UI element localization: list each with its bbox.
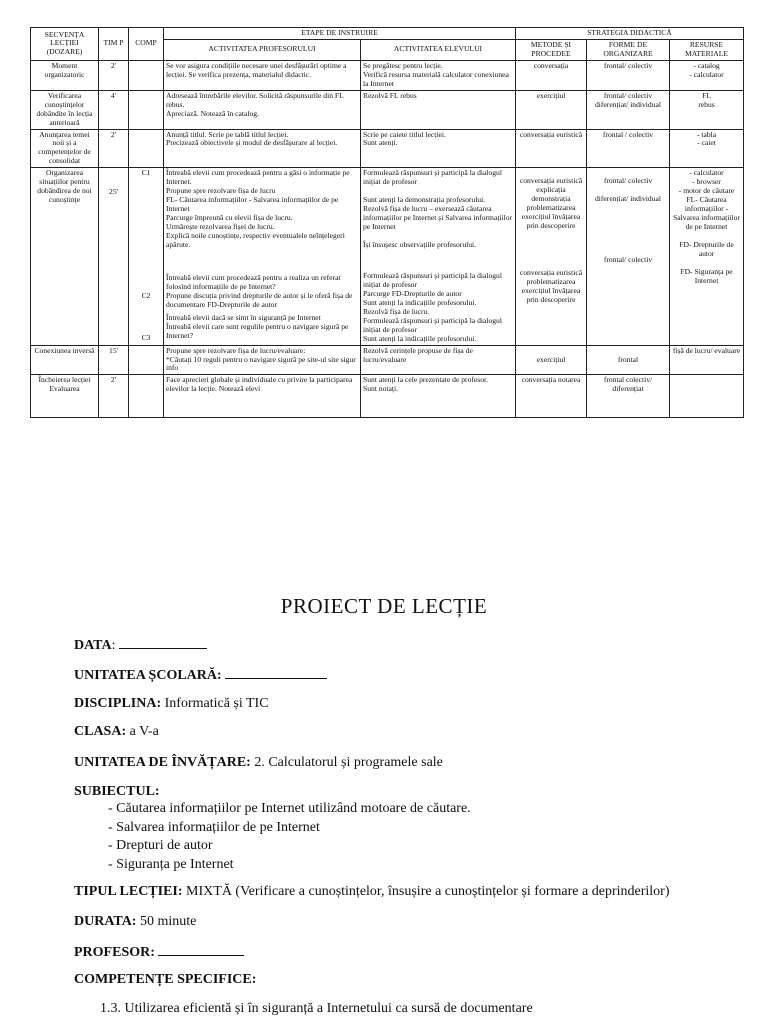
cell-competence	[129, 168, 164, 345]
teacher-activity-c2: Întreabă elevii cum procedează pentru a realiza un referat folosind informațiile de pe Internet? Propune discuția privind drepturile de autor și le oferă fișa de documentare FD-Drepturile de autor	[166, 272, 353, 309]
cell-sequence: Încheierea lecției Evaluarea	[31, 375, 99, 418]
teacher-activity-c3: Întreabă elevii dacă se simt în siguranță pe Internet Întreabă elevii care sunt regulile pentru o navigare sigură pe Internet?	[166, 312, 349, 340]
cell-forms	[587, 168, 670, 345]
cell-student-activity: Scrie pe caiete titlul lecției. Sunt atenți.	[361, 129, 516, 168]
header-strategy: STRATEGIA DIDACTICĂ	[516, 28, 744, 40]
learning-unit-line	[74, 755, 443, 771]
class-value: a V-a	[129, 724, 159, 739]
student-activity-c1: Formulează răspunsuri și participă la dialogul inițiat de profesor Sunt atenți la demonstrația profesorului. Rezolvă fișa de lucru – exersează căutarea informațiilor pe Internet și Salvarea informațiilor pe Internet Își însușesc observațiile profesorului.	[363, 168, 513, 249]
cell-time: 15'	[99, 345, 129, 375]
cell-methods: conversația	[516, 60, 587, 90]
cell-resources: - tabla - caiet	[670, 129, 744, 168]
cell-student-activity: Sunt atenți la cele prezentate de profesor. Sunt notați.	[361, 375, 516, 418]
subject-line	[74, 784, 160, 800]
cell-resources: - calculator - browser - motor de căutare FL- Căutarea informațiilor - Salvarea informațiilor de pe Internet FD- Drepturile de autor FD- Siguranța pe Internet	[670, 168, 744, 345]
learning-unit-value: 2. Calculatorul și programele sale	[254, 755, 443, 770]
header-teacher-activity: ACTIVITATEA PROFESORULUI	[164, 39, 361, 60]
cell-teacher-activity	[164, 168, 361, 345]
cell-resources: fișă de lucru/ evaluare	[670, 345, 744, 375]
cell-sequence: Conexiunea inversă	[31, 345, 99, 375]
cell-resources	[670, 375, 744, 418]
cell-sequence: Verificarea cunoștințelor dobândite în lecția anterioară	[31, 90, 99, 129]
cell-forms: frontal/ colectiv	[587, 60, 670, 90]
date-blank	[119, 636, 207, 649]
cell-student-activity	[361, 168, 516, 345]
teacher-activity-c1: Întreabă elevii cum procedează pentru a găsi o informație pe Internet. Propune spre rezolvare fișa de lucru FL- Căutarea informațiilor - Salvarea informațiilor de pe Internet Parcurge împreună cu elevii fișa de lucru. Urmărește rezolvarea fișei de lucru. Explică noile cunoștințe, respectiv eventualele neînțelegeri apărute.	[166, 168, 350, 249]
teacher-line	[74, 943, 244, 961]
cell-competence	[129, 375, 164, 418]
school-line	[74, 666, 327, 684]
discipline-value: Informatică și TIC	[164, 696, 269, 711]
cell-teacher-activity: Adresează întrebările elevilor. Solicită răspunsurile din FL rebus. Apreciază. Notează în catalog.	[164, 90, 361, 129]
cell-methods: conversația euristică	[516, 129, 587, 168]
methods-c2: conversația euristică problematizarea exercițiul învățarea prin descoperire	[519, 268, 583, 304]
competence-c2: C2	[141, 291, 151, 301]
table-row	[31, 168, 744, 345]
school-blank	[225, 666, 327, 679]
date-label: DATA	[74, 638, 112, 653]
cell-time: 2'	[99, 129, 129, 168]
subject-item: - Siguranța pe Internet	[108, 857, 234, 872]
competence-item: 1.3. Utilizarea eficientă și în siguranță a Internetului ca sursă de documentare	[100, 1001, 533, 1016]
competence-c3: C3	[141, 333, 151, 343]
cell-forms: frontal / colectiv	[587, 129, 670, 168]
cell-resources: FL rebus	[670, 90, 744, 129]
school-label: UNITATEA ȘCOLARĂ:	[74, 668, 222, 683]
header-methods: METODE ȘI PROCEDEE	[516, 39, 587, 60]
duration-label: DURATA:	[74, 914, 137, 929]
cell-sequence: Anunțarea temei noii și a competențelor de consolidat	[31, 129, 99, 168]
discipline-line	[74, 696, 269, 712]
learning-unit-label: UNITATEA DE ÎNVĂȚARE:	[74, 755, 251, 770]
student-activity-c3: Rezolvă fișa de lucru. Formulează răspunsuri și participă la dialogul inițiat de profesor Sunt atenți la indicațiile profesorului.	[363, 306, 502, 343]
forms-c1: frontal/ colectiv diferențiat/ individual	[594, 176, 661, 204]
cell-forms: frontal	[587, 345, 670, 375]
table-row	[31, 60, 744, 90]
header-student-activity: ACTIVITATEA ELEVULUI	[361, 39, 516, 60]
header-sequence: SECVENȚA LECȚIEI (DOZARE)	[31, 28, 99, 61]
header-competence: COMP	[129, 28, 164, 61]
lesson-type-line	[74, 884, 669, 900]
cell-teacher-activity: Face aprecieri globale și individuale cu privire la participarea elevilor la lecție. Notează elevi	[164, 375, 361, 418]
table-row	[31, 375, 744, 418]
table-row	[31, 90, 744, 129]
subject-item: - Salvarea informațiilor de pe Internet	[108, 820, 320, 835]
header-forms: FORME DE ORGANIZARE	[587, 39, 670, 60]
cell-sequence: Moment organizatoric	[31, 60, 99, 90]
competence-c1: C1	[141, 168, 151, 178]
competences-line	[74, 972, 256, 988]
class-line	[74, 724, 159, 740]
cell-methods	[516, 168, 587, 345]
date-line: DATA:	[74, 636, 207, 654]
duration-line	[74, 914, 196, 930]
cell-competence	[129, 345, 164, 375]
cell-forms: frontal/ colectiv diferențiat/ individual	[587, 90, 670, 129]
cell-student-activity: Rezolvă FL rebus	[361, 90, 516, 129]
cell-teacher-activity: Se vor asigura condițiile necesare unei desfășurări optime a lecției. Se verifica prezența, materialul didactic.	[164, 60, 361, 90]
cell-competence	[129, 129, 164, 168]
cell-resources: - catalog - calculator	[670, 60, 744, 90]
cell-time: 4'	[99, 90, 129, 129]
table-row	[31, 345, 744, 375]
subject-label: SUBIECTUL:	[74, 784, 160, 799]
cell-student-activity: Se pregătesc pentru lecție. Verifică resursa materială calculator conexiunea la Internet	[361, 60, 516, 90]
duration-value: 50 minute	[139, 914, 197, 929]
subject-item: - Căutarea informațiilor pe Internet utilizând motoare de căutare.	[108, 801, 471, 816]
page-title: PROIECT DE LECȚIE	[280, 594, 488, 618]
header-time: TIM P	[99, 28, 129, 61]
competences-label: COMPETENȚE SPECIFICE:	[74, 972, 257, 987]
cell-methods: exercițiul	[516, 345, 587, 375]
cell-student-activity: Rezolvă cerințele propuse de fișa de lucru/evaluare	[361, 345, 516, 375]
forms-c2: frontal/ colectiv	[603, 255, 653, 265]
lesson-type-label: TIPUL LECȚIEI:	[74, 884, 183, 899]
cell-forms: frontal colectiv/ diferențiat	[587, 375, 670, 418]
header-resources: RESURSE MATERIALE	[670, 39, 744, 60]
subject-item: - Drepturi de autor	[108, 838, 213, 853]
cell-time: 2'	[99, 60, 129, 90]
student-activity-c2: Formulează răspunsuri și participă la dialogul inițiat de profesor Parcurge FD-Drepturile de autor Sunt atenți la indicațiile profesorului.	[363, 270, 502, 307]
cell-methods: exercițiul	[516, 90, 587, 129]
cell-teacher-activity: Anunță titlul. Scrie pe tablă titlul lecției. Precizează obiectivele și modul de desfășurare al lecției.	[164, 129, 361, 168]
lesson-type-value: MIXTĂ (Verificare a cunoștințelor, însușire a cunoștințelor și formare a deprinderilor)	[186, 884, 670, 899]
cell-competence	[129, 60, 164, 90]
class-label: CLASA:	[74, 724, 127, 739]
discipline-label: DISCIPLINA:	[74, 696, 162, 711]
table-row	[31, 129, 744, 168]
header-stages: ETAPE DE INSTRUIRE	[164, 28, 516, 40]
teacher-label: PROFESOR:	[74, 945, 155, 960]
lesson-plan-table	[30, 27, 744, 418]
teacher-blank	[158, 943, 244, 956]
cell-methods: conversația notarea	[516, 375, 587, 418]
cell-teacher-activity: Propune spre rezolvare fișa de lucru/evaluare: *Căutați 10 reguli pentru o navigare sigură pe site-ul site sigur info	[164, 345, 361, 375]
methods-c1: conversația euristică explicația demonstrația problematizarea exercițiul învățarea prin descoperire	[519, 176, 583, 231]
cell-competence	[129, 90, 164, 129]
cell-sequence: Organizarea situațiilor pentru dobândirea de noi cunoștințe	[31, 168, 99, 345]
cell-time: 2'	[99, 375, 129, 418]
cell-time: 25'	[99, 168, 129, 345]
